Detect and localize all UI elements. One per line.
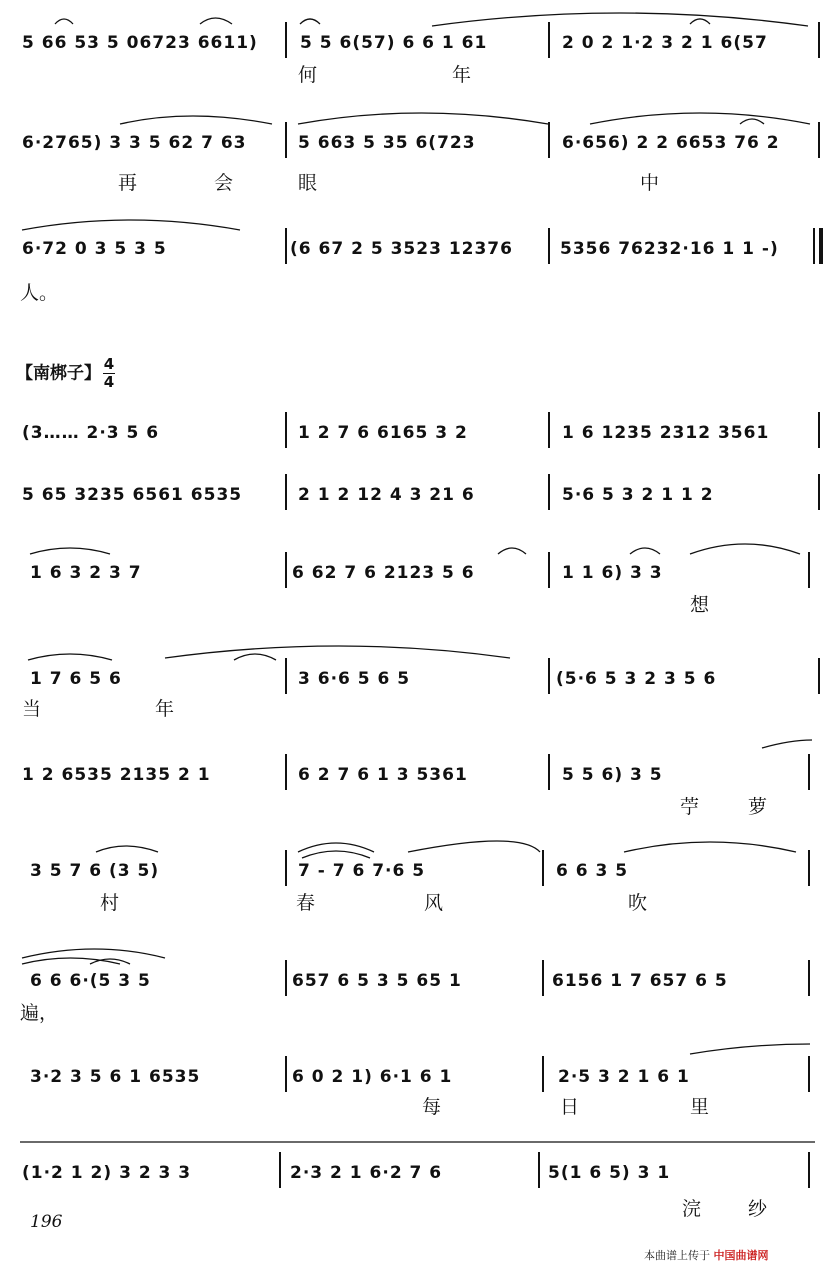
banqiang-label: 【南梆子】 bbox=[16, 363, 101, 384]
final-barline bbox=[819, 228, 823, 264]
barline bbox=[818, 474, 820, 510]
lyric: 遍， bbox=[20, 1002, 59, 1024]
measure-8-3: 5 5 6) 3 5 bbox=[562, 765, 663, 785]
barline bbox=[285, 552, 287, 588]
measure-6-1: 1 6 3 2 3 7 bbox=[30, 563, 142, 583]
barline bbox=[548, 412, 550, 448]
lyric: 何 bbox=[298, 64, 318, 86]
lyric: 里 bbox=[690, 1096, 710, 1118]
barline bbox=[285, 474, 287, 510]
measure-7-1: 1 7 6 5 6 bbox=[30, 669, 122, 689]
lyric: 萝 bbox=[748, 796, 768, 818]
measure-12-3: 5(1 6 5) 3 1 bbox=[548, 1163, 671, 1183]
measure-11-1: 3·2 3 5 6 1 6535 bbox=[30, 1067, 201, 1087]
time-sig-top: 4 bbox=[103, 355, 115, 373]
barline bbox=[818, 122, 820, 158]
barline bbox=[808, 552, 810, 588]
barline bbox=[285, 122, 287, 158]
measure-9-2: 7 - 7 6 7·6 5 bbox=[298, 861, 426, 881]
lyric: 中 bbox=[640, 172, 660, 194]
page-number: 196 bbox=[30, 1212, 63, 1232]
barline bbox=[808, 754, 810, 790]
measure-7-3: (5·6 5 3 2 3 5 6 bbox=[556, 669, 717, 689]
lyric: 风 bbox=[424, 892, 444, 914]
lyric: 浣 bbox=[682, 1198, 702, 1220]
measure-6-2: 6 62 7 6 2123 5 6 bbox=[292, 563, 475, 583]
measure-6-3: 1 1 6) 3 3 bbox=[562, 563, 663, 583]
barline bbox=[808, 850, 810, 886]
measure-5-1: 5 65 3235 6561 6535 bbox=[22, 485, 243, 505]
barline bbox=[285, 658, 287, 694]
measure-9-3: 6 6 3 5 bbox=[556, 861, 629, 881]
measure-2-2: 5 663 5 35 6(723 bbox=[298, 133, 476, 153]
barline bbox=[548, 754, 550, 790]
section-header bbox=[16, 357, 115, 390]
lyric: 会 bbox=[214, 172, 234, 194]
barline bbox=[818, 412, 820, 448]
measure-1-3: 2 0 2 1·2 3 2 1 6(57 bbox=[562, 33, 768, 53]
barline bbox=[818, 658, 820, 694]
lyric: 春 bbox=[296, 892, 316, 914]
barline bbox=[285, 1056, 287, 1092]
barline bbox=[542, 960, 544, 996]
measure-4-1: (3…… 2·3 5 6 bbox=[22, 423, 160, 443]
barline bbox=[548, 474, 550, 510]
barline bbox=[285, 412, 287, 448]
barline bbox=[538, 1152, 540, 1188]
time-sig-bottom: 4 bbox=[103, 373, 115, 391]
measure-12-1: (1·2 1 2) 3 2 3 3 bbox=[22, 1163, 192, 1183]
lyric: 眼 bbox=[298, 172, 318, 194]
barline bbox=[548, 122, 550, 158]
lyric: 当 bbox=[22, 698, 42, 720]
measure-10-1: 6 6 6·(5 3 5 bbox=[30, 971, 151, 991]
lyric: 村 bbox=[100, 892, 120, 914]
time-signature bbox=[103, 357, 115, 390]
barline bbox=[542, 850, 544, 886]
lyric: 吹 bbox=[628, 892, 648, 914]
barline bbox=[285, 960, 287, 996]
measure-8-2: 6 2 7 6 1 3 5361 bbox=[298, 765, 468, 785]
barline bbox=[542, 1056, 544, 1092]
measure-7-2: 3 6·6 5 6 5 bbox=[298, 669, 411, 689]
lyric: 人。 bbox=[20, 282, 59, 304]
measure-12-2: 2·3 2 1 6·2 7 6 bbox=[290, 1163, 443, 1183]
measure-3-2: (6 67 2 5 3523 12376 bbox=[290, 239, 513, 259]
measure-11-3: 2·5 3 2 1 6 1 bbox=[558, 1067, 690, 1087]
lyric: 再 bbox=[118, 172, 138, 194]
measure-8-1: 1 2 6535 2135 2 1 bbox=[22, 765, 211, 785]
measure-5-2: 2 1 2 12 4 3 21 6 bbox=[298, 485, 475, 505]
measure-3-3: 5356 76232·16 1 1 -) bbox=[560, 239, 779, 259]
barline bbox=[548, 22, 550, 58]
measure-11-2: 6 0 2 1) 6·1 6 1 bbox=[292, 1067, 453, 1087]
lyric: 每 bbox=[422, 1096, 442, 1118]
barline bbox=[548, 658, 550, 694]
lyric: 年 bbox=[155, 698, 175, 720]
lyric: 日 bbox=[560, 1096, 580, 1118]
measure-1-2: 5 5 6(57) 6 6 1 61 bbox=[300, 33, 488, 53]
barline bbox=[808, 1056, 810, 1092]
barline bbox=[808, 960, 810, 996]
site-logo-text: 中国曲谱网 bbox=[713, 1249, 769, 1262]
footer-text: 本曲谱上传于 bbox=[644, 1249, 710, 1262]
lyric: 纱 bbox=[748, 1198, 768, 1220]
measure-4-3: 1 6 1235 2312 3561 bbox=[562, 423, 770, 443]
barline bbox=[548, 552, 550, 588]
measure-2-3: 6·656) 2 2 6653 76 2 bbox=[562, 133, 780, 153]
lyric: 想 bbox=[690, 594, 710, 616]
barline bbox=[285, 228, 287, 264]
barline bbox=[285, 850, 287, 886]
measure-4-2: 1 2 7 6 6165 3 2 bbox=[298, 423, 468, 443]
measure-2-1: 6·2765) 3 3 5 62 7 63 bbox=[22, 133, 247, 153]
barline bbox=[285, 754, 287, 790]
measure-10-3: 6156 1 7 657 6 5 bbox=[552, 971, 728, 991]
barline bbox=[818, 22, 820, 58]
measure-10-2: 657 6 5 3 5 65 1 bbox=[292, 971, 462, 991]
barline bbox=[548, 228, 550, 264]
barline bbox=[813, 228, 815, 264]
measure-3-1: 6·72 0 3 5 3 5 bbox=[22, 239, 167, 259]
barline bbox=[279, 1152, 281, 1188]
measure-5-3: 5·6 5 3 2 1 1 2 bbox=[562, 485, 714, 505]
measure-9-1: 3 5 7 6 (3 5) bbox=[30, 861, 160, 881]
footer-watermark bbox=[644, 1247, 769, 1263]
lyric: 苧 bbox=[680, 796, 700, 818]
lyric: 年 bbox=[452, 64, 472, 86]
barline bbox=[808, 1152, 810, 1188]
measure-1-1: 5 66 53 5 06723 6611) bbox=[22, 33, 258, 53]
barline bbox=[285, 22, 287, 58]
